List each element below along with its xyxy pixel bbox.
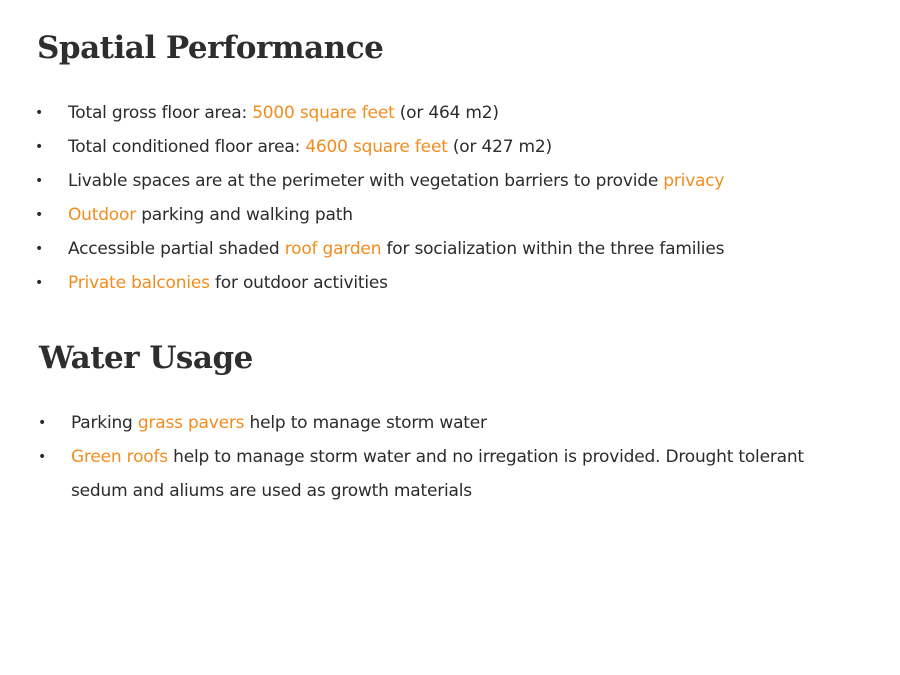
list-item <box>0 164 900 198</box>
item-text: (or 427 m2) <box>447 137 552 157</box>
item-highlight: Outdoor <box>68 205 137 225</box>
item-text: Total gross floor area: <box>68 103 253 123</box>
list-item <box>0 198 900 232</box>
item-highlight: Green roofs <box>71 447 168 467</box>
list-item <box>0 406 900 440</box>
item-text: Livable spaces are at the perimeter with vegetation barriers to provide <box>68 171 664 191</box>
bullet-icon: • <box>35 105 44 121</box>
spatial-performance-section <box>0 30 900 300</box>
item-highlight: privacy <box>663 171 725 191</box>
item-text: help to manage storm water <box>244 413 487 433</box>
item-text: (or 464 m2) <box>394 103 499 123</box>
item-text: for socialization within the three families <box>381 239 725 259</box>
list-item <box>0 266 900 300</box>
bullet-icon: • <box>35 173 44 189</box>
spatial-performance-heading: Spatial Performance <box>37 30 384 66</box>
bullet-icon: • <box>35 275 44 291</box>
item-highlight: roof garden <box>284 239 382 259</box>
water-usage-list <box>0 406 900 508</box>
bullet-icon: • <box>35 207 44 223</box>
list-item <box>0 96 900 130</box>
item-text: help to manage storm water and no irregation is provided. Drought tolerant sedum and aliums are used as growth materials <box>71 447 804 501</box>
bullet-icon: • <box>35 241 44 257</box>
spatial-performance-list <box>0 96 900 300</box>
bullet-icon: • <box>38 415 47 431</box>
list-item <box>0 232 900 266</box>
bullet-icon: • <box>35 139 44 155</box>
item-text: Accessible partial shaded <box>68 239 285 259</box>
list-item <box>0 440 900 508</box>
item-highlight: grass pavers <box>137 413 245 433</box>
item-highlight: Private balconies <box>68 273 210 293</box>
item-highlight: 5000 square feet <box>252 103 395 123</box>
item-highlight: 4600 square feet <box>305 137 448 157</box>
water-usage-heading: Water Usage <box>39 340 253 376</box>
item-text: for outdoor activities <box>209 273 388 293</box>
item-text: Parking <box>71 413 138 433</box>
water-usage-section <box>0 340 900 508</box>
item-text: parking and walking path <box>136 205 353 225</box>
list-item <box>0 130 900 164</box>
bullet-icon: • <box>38 449 47 465</box>
item-text: Total conditioned floor area: <box>68 137 306 157</box>
